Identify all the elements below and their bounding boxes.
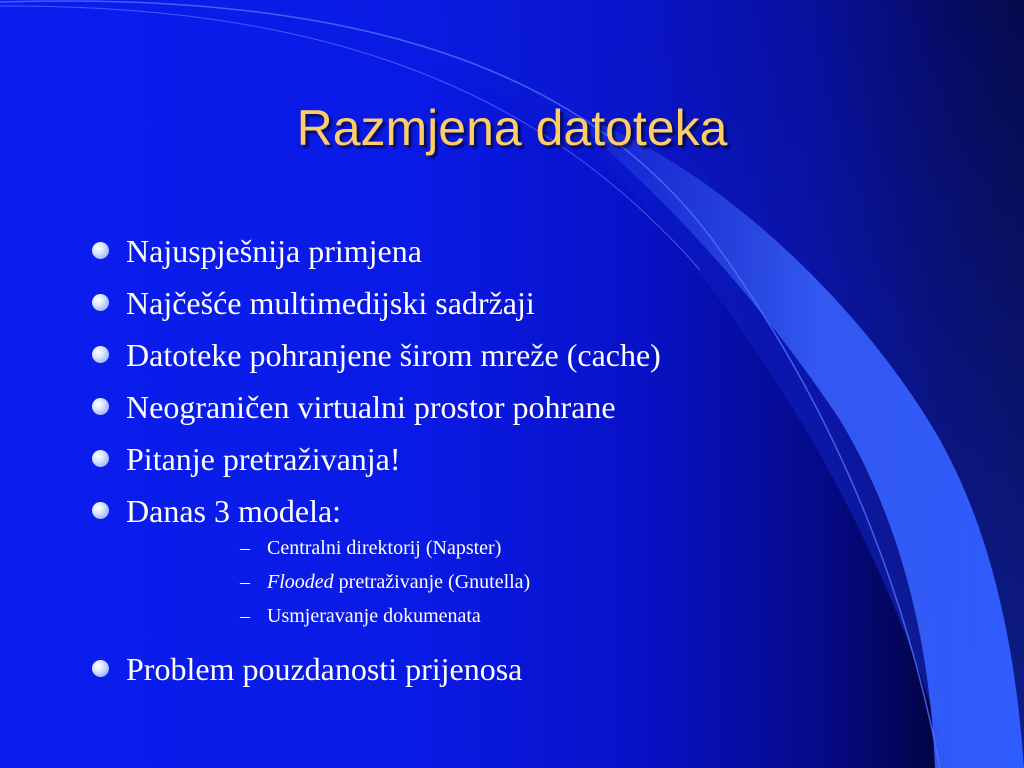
sub-bullet-italic-text: Flooded xyxy=(267,571,334,593)
sphere-bullet-icon xyxy=(92,242,109,259)
dash-bullet: – xyxy=(240,537,250,559)
sphere-bullet-icon xyxy=(92,660,109,677)
sphere-bullet-icon xyxy=(92,294,109,311)
bullet-item xyxy=(92,225,912,277)
dash-bullet: – xyxy=(240,605,250,627)
sub-bullet-item xyxy=(240,599,912,633)
sub-bullet-text: Usmjeravanje dokumenata xyxy=(267,605,481,627)
dash-bullet: – xyxy=(240,571,250,593)
bullet-list xyxy=(92,225,912,695)
sub-bullet-item xyxy=(240,531,912,565)
bullet-text: Neograničen virtualni prostor pohrane xyxy=(126,389,616,425)
bullet-item xyxy=(92,433,912,485)
bullet-text: Najčešće multimedijski sadržaji xyxy=(126,285,535,321)
bullet-item xyxy=(92,277,912,329)
sub-list-container xyxy=(92,531,912,633)
bullet-item xyxy=(92,643,912,695)
sub-bullet-item xyxy=(240,565,912,599)
bullet-text: Problem pouzdanosti prijenosa xyxy=(126,651,523,687)
sub-bullet-text: Centralni direktorij (Napster) xyxy=(267,537,502,559)
sphere-bullet-icon xyxy=(92,502,109,519)
slide-title: Razmjena datoteka xyxy=(296,100,728,156)
bullet-text: Datoteke pohranjene širom mreže (cache) xyxy=(126,337,661,373)
bullet-item xyxy=(92,329,912,381)
bullet-text: Najuspješnija primjena xyxy=(126,233,422,269)
sphere-bullet-icon xyxy=(92,398,109,415)
sub-bullet-text: pretraživanje (Gnutella) xyxy=(333,571,531,593)
bullet-text: Danas 3 modela: xyxy=(126,493,342,529)
bullet-item xyxy=(92,485,912,537)
bullet-item xyxy=(92,381,912,433)
sphere-bullet-icon xyxy=(92,346,109,363)
bullet-text: Pitanje pretraživanja! xyxy=(126,441,401,477)
sphere-bullet-icon xyxy=(92,450,109,467)
sub-bullet-list xyxy=(92,531,912,633)
